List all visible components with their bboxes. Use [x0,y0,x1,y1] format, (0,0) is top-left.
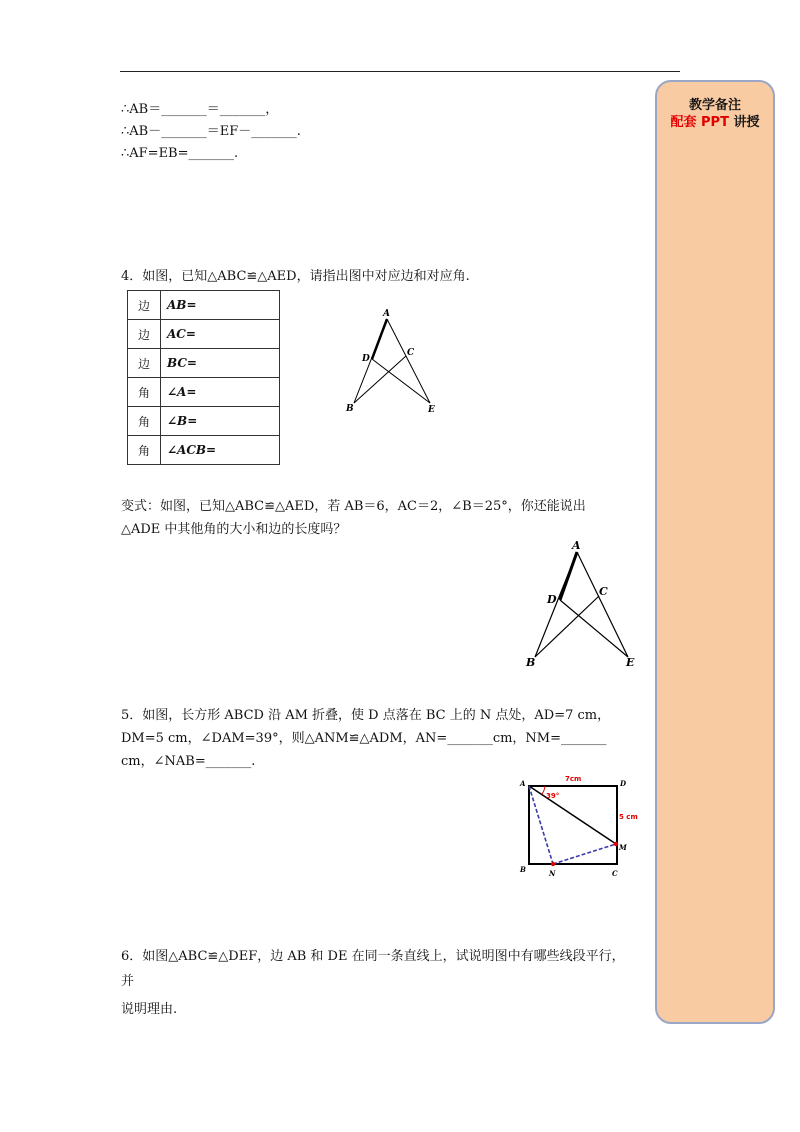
header-rule [120,71,680,72]
vertex-label-e: E [626,656,635,669]
vertex-label-b: B [346,404,354,414]
proof-line-2: ∴AB－_______＝EF－_______. [121,124,301,139]
table-expr-cell: AB= [161,291,280,320]
proof-line-3: ∴AF=EB=_______. [121,146,239,161]
table-expr-cell: ∠B= [161,407,280,436]
q5-line-1: 5．如图，长方形 ABCD 沿 AM 折叠，使 D 点落在 BC 上的 N 点处，AD=7 cm， [121,708,611,723]
vertex-label-c: C [599,585,608,598]
sidebar-ppt-label: 配套 PPT [670,115,729,130]
table-expr-cell: ∠A= [161,378,280,407]
length-label-5cm: 5 cm [619,813,638,821]
variant-line-2: △ADE 中其他角的大小和边的长度吗？ [121,522,347,537]
q6-line-3: 说明理由. [121,1002,178,1017]
q4-triangle-figure [340,305,450,420]
table-kind-cell: 边 [128,349,161,378]
table-kind-cell: 边 [128,320,161,349]
q6-line-1: 6．如图△ABC≌△DEF，边 AB 和 DE 在同一条直线上，试说明图中有哪些线段平行， [121,949,625,964]
vertex-label-a: A [383,309,390,319]
vertex-label-a: A [520,779,526,788]
vertex-label-c: C [407,348,415,358]
vertex-label-d: D [620,779,627,788]
table-kind-cell: 角 [128,378,161,407]
table-row [128,378,280,407]
variant-triangle-figure [520,535,645,675]
table-kind-cell: 角 [128,407,161,436]
vertex-label-e: E [428,405,435,415]
sidebar-subtitle [657,111,773,130]
q5-line-2: DM=5 cm，∠DAM=39°，则△ANM≌△ADM，AN=_______cm，NM=_______ [121,731,607,746]
correspondence-table [127,290,280,465]
table-row [128,436,280,465]
q5-rectangle-figure [515,772,640,882]
q6-line-2: 并 [121,974,135,989]
table-row [128,407,280,436]
vertex-label-d: D [547,593,557,606]
vertex-label-b: B [526,656,536,669]
table-expr-cell: BC= [161,349,280,378]
sidebar-title: 教学备注 [688,98,741,113]
sidebar-lecture-label: 讲授 [728,115,760,130]
vertex-label-n: N [549,869,556,878]
table-row [128,320,280,349]
q4-prompt: 4．如图，已知△ABC≌△AED，请指出图中对应边和对应角. [121,269,470,284]
table-expr-cell: ∠ACB= [161,436,280,465]
table-kind-cell: 角 [128,436,161,465]
length-label-7cm: 7cm [565,775,582,783]
vertex-label-c: C [612,869,618,878]
table-row [128,291,280,320]
table-expr-cell: AC= [161,320,280,349]
proof-line-1: ∴AB＝_______＝_______， [121,102,279,117]
vertex-label-m: M [619,843,627,852]
angle-label-39: 39° [546,792,560,800]
q5-line-3: cm，∠NAB=_______. [121,754,256,769]
vertex-label-d: D [362,354,370,364]
teaching-notes-sidebar [655,80,775,1024]
table-kind-cell: 边 [128,291,161,320]
variant-line-1: 变式：如图，已知△ABC≌△AED，若 AB＝6，AC＝2，∠B＝25°，你还能说出 [121,499,586,514]
table-row [128,349,280,378]
vertex-label-b: B [520,865,526,874]
vertex-label-a: A [572,539,581,552]
